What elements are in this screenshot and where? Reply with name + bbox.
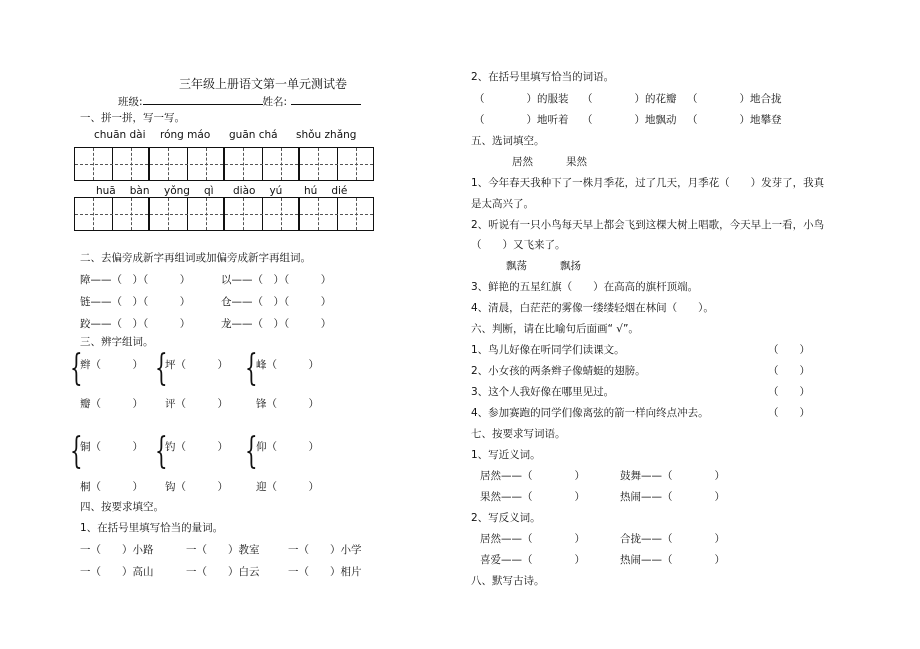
judge-item: 2、小女孩的两条辫子像蜻蜓的翅膀。 [471,365,646,377]
pinyin-4: shǒu zhǎng [296,129,357,141]
writing-grid[interactable] [74,147,149,181]
writing-grid[interactable] [299,147,374,181]
char-pair: 瓣（ ） [80,398,143,410]
brace: { [70,348,83,389]
class-label: 班级: [118,96,143,108]
section-2-heading: 二、去偏旁成新字再组词或加偏旁成新字再组词。 [80,252,311,264]
char-pair: 钓（ ） [165,441,228,453]
char-pair: 铜（ ） [80,441,143,453]
judge-item: 1、鸟儿好像在听同学们读课文。 [471,344,625,356]
writing-grid[interactable] [299,197,374,231]
answer-parens[interactable]: （ ） [768,407,810,419]
radical-row: 以——（ ）（ ） [221,274,332,286]
measure-word: 一（ ）相片 [288,566,362,578]
phrase-fill: （ ）地听着 [474,114,569,126]
word-choice: 飘扬 [560,260,581,272]
s5-q1: 1、今年春天我种下了一株月季花，过了几天，月季花（ ）发芽了，我真 [471,177,825,189]
radical-row: 障——（ ）（ ） [80,274,191,286]
measure-word: 一（ ）小学 [288,544,362,556]
s4-q2: 2、在括号里填写恰当的词语。 [471,71,615,83]
radical-row: 龙——（ ）（ ） [221,318,332,330]
section-3-heading: 三、辨字组词。 [80,336,154,348]
section-5-heading: 五、选词填空。 [471,135,545,147]
word-pair: 喜爱——（ ） [480,554,585,566]
word-choice: 果然 [566,156,587,168]
s4-q1: 1、在括号里填写恰当的量词。 [80,522,224,534]
answer-parens[interactable]: （ ） [768,365,810,377]
pinyin-2: róng máo [160,129,211,141]
brace: { [245,431,258,472]
measure-word: 一（ ）白云 [186,566,260,578]
word-pair: 合拢——（ ） [620,533,725,545]
char-pair: 迎（ ） [256,481,319,493]
char-pair: 锋（ ） [256,398,319,410]
word-pair: 鼓舞——（ ） [620,470,725,482]
pinyin-7: diào yú [233,185,283,197]
pinyin-3: guān chá [229,129,278,141]
section-8-heading: 八、默写古诗。 [471,575,545,587]
name-label: 姓名: [262,96,288,108]
measure-word: 一（ ）高山 [80,566,154,578]
s5-q2-cont: （ ）又飞来了。 [471,239,566,251]
char-pair: 评（ ） [165,398,228,410]
student-info-line [118,94,361,109]
section-1-heading: 一、拼一拼，写一写。 [80,112,185,124]
measure-word: 一（ ）小路 [80,544,154,556]
radical-row: 仓——（ ）（ ） [221,296,332,308]
measure-word: 一（ ）教室 [186,544,260,556]
pinyin-5: huā bàn [96,185,150,197]
s7-q2: 2、写反义词。 [471,512,541,524]
judge-item: 4、参加赛跑的同学们像离弦的箭一样向终点冲去。 [471,407,709,419]
word-pair: 热闹——（ ） [620,554,725,566]
brace: { [70,431,83,472]
writing-grid[interactable] [224,197,299,231]
phrase-fill: （ ）的服装 [474,93,569,105]
section-6-heading: 六、判断，请在比喻句后面画“ √”。 [471,323,639,335]
char-pair: 钩（ ） [165,481,228,493]
section-7-heading: 七、按要求写词语。 [471,428,566,440]
answer-parens[interactable]: （ ） [768,344,810,356]
section-4-heading: 四、按要求填空。 [80,501,164,513]
s5-q1-cont: 是太高兴了。 [471,198,534,210]
page-title: 三年级上册语文第一单元测试卷 [179,77,348,91]
phrase-fill: （ ）地攀登 [687,114,782,126]
name-blank[interactable] [291,94,361,105]
phrase-fill: （ ）地飘动 [582,114,677,126]
brace: { [245,348,258,389]
word-pair: 果然——（ ） [480,491,585,503]
word-pair: 热闹——（ ） [620,491,725,503]
word-choice: 居然 [512,156,533,168]
radical-row: 跤——（ ）（ ） [80,318,191,330]
pinyin-8: hú dié [304,185,348,197]
char-pair: 坪（ ） [165,359,228,371]
s7-q1: 1、写近义词。 [471,449,541,461]
writing-grid[interactable] [149,197,224,231]
radical-row: 链——（ ）（ ） [80,296,191,308]
judge-item: 3、这个人我好像在哪里见过。 [471,386,615,398]
char-pair: 桐（ ） [80,481,143,493]
brace: { [155,348,168,389]
pinyin-1: chuān dài [94,129,146,141]
word-pair: 居然——（ ） [480,470,585,482]
char-pair: 仰（ ） [256,441,319,453]
char-pair: 辫（ ） [80,359,143,371]
char-pair: 峰（ ） [256,359,319,371]
writing-grid[interactable] [149,147,224,181]
word-pair: 居然——（ ） [480,533,585,545]
brace: { [155,431,168,472]
s5-q2: 2、听说有一只小鸟每天早上都会飞到这棵大树上唱歌，今天早上一看，小鸟 [471,219,825,231]
pinyin-6: yǒng qì [164,185,214,197]
s5-q3: 3、鲜艳的五星红旗（ ）在高高的旗杆顶端。 [471,281,699,293]
class-blank[interactable] [143,94,263,105]
s5-q4: 4、清晨，白茫茫的雾像一缕缕轻烟在林间（ ）。 [471,302,714,314]
word-choice: 飘荡 [506,260,527,272]
writing-grid[interactable] [74,197,149,231]
phrase-fill: （ ）的花瓣 [582,93,677,105]
phrase-fill: （ ）地合拢 [687,93,782,105]
writing-grid[interactable] [224,147,299,181]
answer-parens[interactable]: （ ） [768,386,810,398]
